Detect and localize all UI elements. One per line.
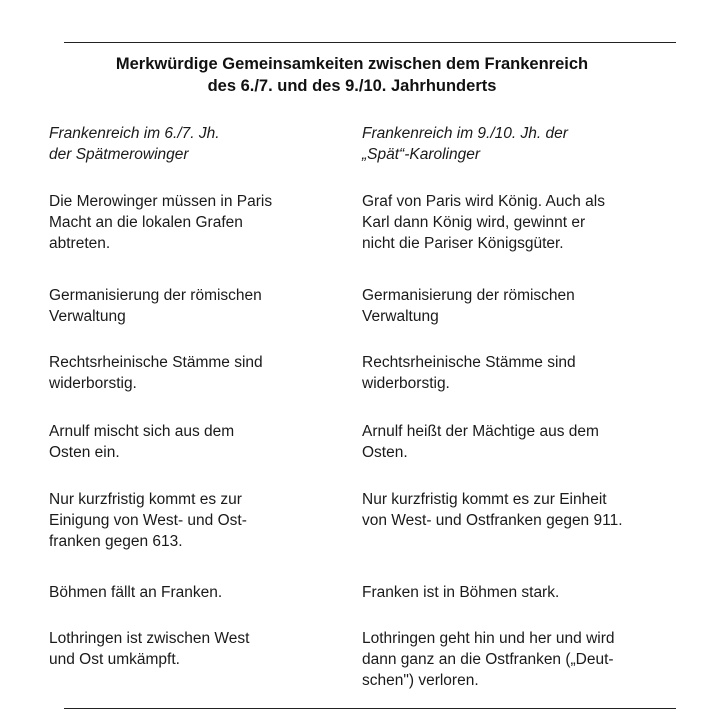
row-7-right: Lothringen geht hin und her und wird dann ganz an die Ostfranken („Deut- schen") verloren. xyxy=(362,630,615,689)
row-5-left: Nur kurzfristig kommt es zur Einigung von West- und Ost- franken gegen 613. xyxy=(49,491,247,550)
row-2-right: Germanisierung der römischen Verwaltung xyxy=(362,287,575,325)
title-line-1: Merkwürdige Gemeinsamkeiten zwischen dem Frankenreich xyxy=(115,55,589,73)
row-3-right: Rechtsrheinische Stämme sind widerborstig. xyxy=(362,354,576,392)
row-6-left: Böhmen fällt an Franken. xyxy=(49,584,223,601)
top-rule xyxy=(64,42,676,43)
row-1-left: Die Merowinger müssen in Paris Macht an die lokalen Grafen abtreten. xyxy=(49,193,273,252)
row-6-right: Franken ist in Böhmen stark. xyxy=(362,584,560,601)
row-1-right: Graf von Paris wird König. Auch als Karl dann König wird, gewinnt er nicht die Pariser Königsgüter. xyxy=(362,193,605,252)
row-5-right: Nur kurzfristig kommt es zur Einheit von West- und Ostfranken gegen 911. xyxy=(362,491,623,529)
row-4-right: Arnulf heißt der Mächtige aus dem Osten. xyxy=(362,423,599,461)
document-title xyxy=(0,53,704,97)
row-2-left: Germanisierung der römischen Verwaltung xyxy=(49,287,262,325)
row-3-left: Rechtsrheinische Stämme sind widerborstig. xyxy=(49,354,263,392)
title-line-2: des 6./7. und des 9./10. Jahrhunderts xyxy=(207,77,497,95)
right-column-header: Frankenreich im 9./10. Jh. der „Spät“-Karolinger xyxy=(362,125,568,163)
row-7-left: Lothringen ist zwischen West und Ost umkämpft. xyxy=(49,630,250,668)
left-column-header: Frankenreich im 6./7. Jh. der Spätmerowinger xyxy=(49,125,220,163)
row-4-left: Arnulf mischt sich aus dem Osten ein. xyxy=(49,423,235,461)
bottom-rule xyxy=(64,708,676,709)
